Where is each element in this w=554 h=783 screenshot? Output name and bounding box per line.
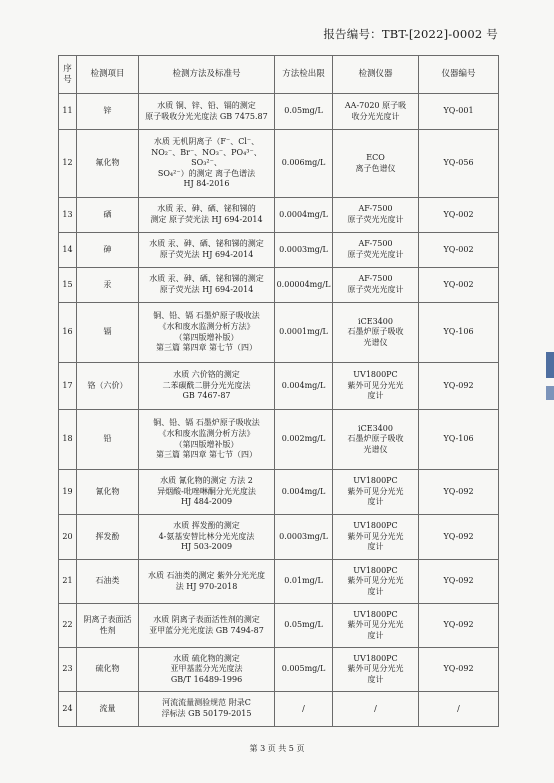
table-row bbox=[59, 692, 499, 727]
cell-code: YQ-001 bbox=[419, 94, 499, 130]
cell-seq: 18 bbox=[59, 410, 77, 470]
table-row bbox=[59, 515, 499, 560]
cell-instrument: UV1800PC 紫外可见分光光 度计 bbox=[333, 648, 419, 692]
cell-code: YQ-092 bbox=[419, 515, 499, 560]
cell-item: 氟化物 bbox=[77, 130, 139, 198]
table-row bbox=[59, 470, 499, 515]
binding-edge-mark bbox=[546, 386, 554, 400]
cell-method: 铜、铅、镉 石墨炉原子吸收法 《水和废水监测分析方法》 （第四版增补版） 第三篇 第四章 第七节（四） bbox=[139, 303, 275, 363]
cell-limit: 0.01mg/L bbox=[275, 560, 333, 604]
cell-method: 水质 氰化物的测定 方法 2 异烟酸-吡唑啉酮分光光度法 HJ 484-2009 bbox=[139, 470, 275, 515]
cell-method: 水质 汞、砷、硒、铋和锑的测定 原子荧光法 HJ 694-2014 bbox=[139, 268, 275, 303]
cell-instrument: AF-7500 原子荧光光度计 bbox=[333, 198, 419, 233]
cell-seq: 20 bbox=[59, 515, 77, 560]
cell-method: 水质 阴离子表面活性剂的测定 亚甲蓝分光光度法 GB 7494-87 bbox=[139, 604, 275, 648]
cell-limit: 0.05mg/L bbox=[275, 94, 333, 130]
cell-limit: 0.004mg/L bbox=[275, 363, 333, 410]
cell-code: YQ-002 bbox=[419, 233, 499, 268]
cell-method: 水质 挥发酚的测定 4-氨基安替比林分光光度法 HJ 503-2009 bbox=[139, 515, 275, 560]
table-row bbox=[59, 198, 499, 233]
cell-seq: 16 bbox=[59, 303, 77, 363]
header-code: 仪器编号 bbox=[419, 56, 499, 94]
cell-instrument: iCE3400 石墨炉原子吸收 光谱仪 bbox=[333, 303, 419, 363]
cell-item: 镉 bbox=[77, 303, 139, 363]
cell-seq: 17 bbox=[59, 363, 77, 410]
cell-instrument: AF-7500 原子荧光光度计 bbox=[333, 233, 419, 268]
cell-limit: 0.0001mg/L bbox=[275, 303, 333, 363]
cell-code: YQ-106 bbox=[419, 303, 499, 363]
header-row bbox=[59, 56, 499, 94]
cell-seq: 21 bbox=[59, 560, 77, 604]
cell-seq: 19 bbox=[59, 470, 77, 515]
cell-method: 河流流量测验规范 附录C 浮标法 GB 50179-2015 bbox=[139, 692, 275, 727]
cell-instrument: UV1800PC 紫外可见分光光 度计 bbox=[333, 470, 419, 515]
cell-limit: 0.005mg/L bbox=[275, 648, 333, 692]
cell-item: 氰化物 bbox=[77, 470, 139, 515]
cell-item: 铅 bbox=[77, 410, 139, 470]
cell-code: YQ-092 bbox=[419, 560, 499, 604]
cell-code: YQ-092 bbox=[419, 648, 499, 692]
table-row bbox=[59, 303, 499, 363]
cell-item: 挥发酚 bbox=[77, 515, 139, 560]
header-seq: 序号 bbox=[59, 56, 77, 94]
cell-instrument: / bbox=[333, 692, 419, 727]
header-method: 检测方法及标准号 bbox=[139, 56, 275, 94]
cell-method: 水质 铜、锌、铅、镉的测定 原子吸收分光光度法 GB 7475.87 bbox=[139, 94, 275, 130]
cell-item: 石油类 bbox=[77, 560, 139, 604]
cell-limit: 0.00004mg/L bbox=[275, 268, 333, 303]
header-limit: 方法检出限 bbox=[275, 56, 333, 94]
test-methods-table bbox=[58, 55, 499, 727]
cell-code: YQ-092 bbox=[419, 470, 499, 515]
cell-method: 铜、铅、镉 石墨炉原子吸收法 《水和废水监测分析方法》 （第四版增补版） 第三篇 第四章 第七节（四） bbox=[139, 410, 275, 470]
table-row bbox=[59, 233, 499, 268]
cell-instrument: UV1800PC 紫外可见分光光 度计 bbox=[333, 515, 419, 560]
table-row bbox=[59, 604, 499, 648]
cell-seq: 23 bbox=[59, 648, 77, 692]
header-item: 检测项目 bbox=[77, 56, 139, 94]
table-row bbox=[59, 560, 499, 604]
cell-code: YQ-002 bbox=[419, 268, 499, 303]
binding-edge-mark bbox=[546, 352, 554, 378]
cell-method: 水质 石油类的测定 紫外分光光度 法 HJ 970-2018 bbox=[139, 560, 275, 604]
cell-instrument: AA-7020 原子吸 收分光光度计 bbox=[333, 94, 419, 130]
cell-code: YQ-092 bbox=[419, 604, 499, 648]
cell-item: 汞 bbox=[77, 268, 139, 303]
cell-code: / bbox=[419, 692, 499, 727]
cell-seq: 12 bbox=[59, 130, 77, 198]
cell-instrument: UV1800PC 紫外可见分光光 度计 bbox=[333, 363, 419, 410]
cell-code: YQ-092 bbox=[419, 363, 499, 410]
table-row bbox=[59, 268, 499, 303]
cell-limit: 0.05mg/L bbox=[275, 604, 333, 648]
cell-seq: 11 bbox=[59, 94, 77, 130]
cell-method: 水质 汞、砷、硒、铋和锑的 测定 原子荧光法 HJ 694-2014 bbox=[139, 198, 275, 233]
cell-code: YQ-106 bbox=[419, 410, 499, 470]
cell-seq: 24 bbox=[59, 692, 77, 727]
cell-limit: 0.0004mg/L bbox=[275, 198, 333, 233]
cell-limit: 0.0003mg/L bbox=[275, 233, 333, 268]
report-number: 报告编号：TBT-[2022]-0002 号 bbox=[323, 27, 498, 41]
cell-instrument: UV1800PC 紫外可见分光光 度计 bbox=[333, 560, 419, 604]
cell-item: 硒 bbox=[77, 198, 139, 233]
cell-instrument: iCE3400 石墨炉原子吸收 光谱仪 bbox=[333, 410, 419, 470]
table-row bbox=[59, 94, 499, 130]
cell-item: 铬（六价） bbox=[77, 363, 139, 410]
page-footer: 第 3 页 共 5 页 bbox=[249, 744, 305, 753]
cell-item: 硫化物 bbox=[77, 648, 139, 692]
cell-seq: 14 bbox=[59, 233, 77, 268]
cell-item: 砷 bbox=[77, 233, 139, 268]
cell-method: 水质 无机阴离子（F⁻、Cl⁻、 NO₂⁻、Br⁻、NO₃⁻、PO₄³⁻、SO₃²⁻、 SO₄²⁻）的测定 离子色谱法 HJ 84-2016 bbox=[139, 130, 275, 198]
cell-limit: 0.0003mg/L bbox=[275, 515, 333, 560]
table-row bbox=[59, 648, 499, 692]
table-row bbox=[59, 363, 499, 410]
cell-seq: 15 bbox=[59, 268, 77, 303]
cell-limit: 0.002mg/L bbox=[275, 410, 333, 470]
cell-instrument: UV1800PC 紫外可见分光光 度计 bbox=[333, 604, 419, 648]
table-row bbox=[59, 410, 499, 470]
cell-item: 阴离子表面活 性剂 bbox=[77, 604, 139, 648]
cell-code: YQ-056 bbox=[419, 130, 499, 198]
cell-item: 锌 bbox=[77, 94, 139, 130]
cell-instrument: AF-7500 原子荧光光度计 bbox=[333, 268, 419, 303]
table-row bbox=[59, 130, 499, 198]
cell-method: 水质 硫化物的测定 亚甲基蓝分光光度法 GB/T 16489-1996 bbox=[139, 648, 275, 692]
cell-limit: 0.006mg/L bbox=[275, 130, 333, 198]
cell-limit: / bbox=[275, 692, 333, 727]
cell-seq: 22 bbox=[59, 604, 77, 648]
cell-limit: 0.004mg/L bbox=[275, 470, 333, 515]
cell-seq: 13 bbox=[59, 198, 77, 233]
cell-method: 水质 六价铬的测定 二苯碳酰二肼分光光度法 GB 7467-87 bbox=[139, 363, 275, 410]
cell-instrument: ECO 离子色谱仪 bbox=[333, 130, 419, 198]
cell-item: 流量 bbox=[77, 692, 139, 727]
cell-method: 水质 汞、砷、硒、铋和锑的测定 原子荧光法 HJ 694-2014 bbox=[139, 233, 275, 268]
cell-code: YQ-002 bbox=[419, 198, 499, 233]
header-instrument: 检测仪器 bbox=[333, 56, 419, 94]
